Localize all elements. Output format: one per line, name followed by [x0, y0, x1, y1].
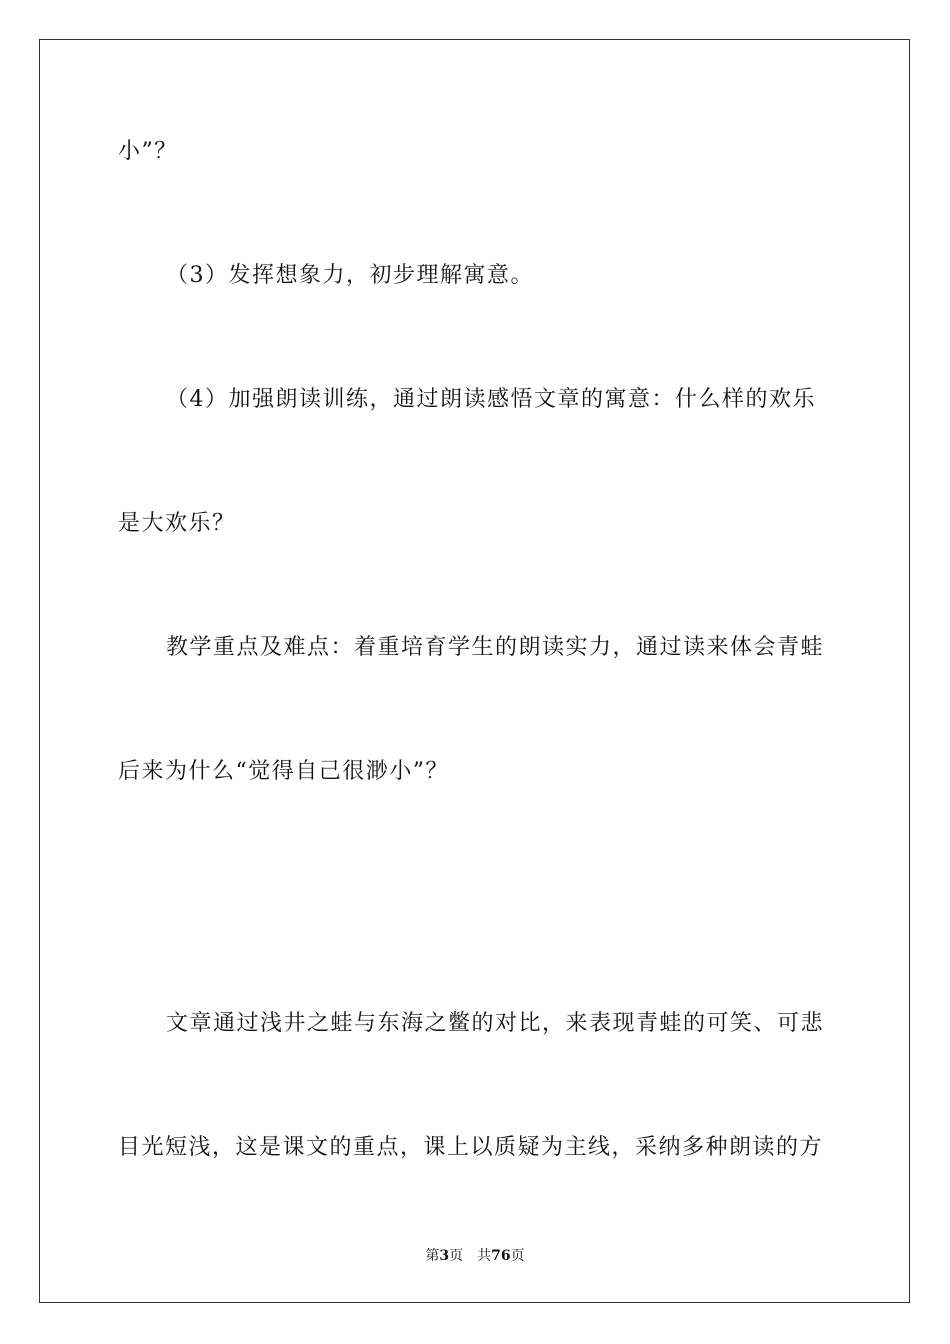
footer-page-number: 3 [439, 1248, 450, 1264]
text-line-4: 是大欢乐？ [118, 511, 236, 536]
text-line-2: （3）发挥想象力，初步理解寓意。 [166, 263, 534, 288]
text-line-6: 后来为什么“觉得自己很渺小”？ [118, 759, 449, 784]
text-line-3: （4）加强朗读训练，通过朗读感悟文章的寓意：什么样的欢乐 [166, 387, 816, 412]
footer-total-pages: 76 [491, 1248, 511, 1264]
footer-total-prefix: 共 [477, 1248, 492, 1264]
text-line-1: 小”？ [118, 139, 178, 164]
text-line-5: 教学重点及难点：着重培育学生的朗读实力，通过读来体会青蛙 [166, 635, 825, 660]
footer-page-prefix: 第 [425, 1248, 440, 1264]
text-line-8: 目光短浅，这是课文的重点，课上以质疑为主线，采纳多种朗读的方 [118, 1135, 824, 1160]
page-footer [0, 1247, 950, 1265]
footer-total-suffix: 页 [510, 1248, 525, 1264]
page-border [39, 39, 910, 1303]
footer-page-suffix: 页 [449, 1248, 464, 1264]
text-line-7: 文章通过浅井之蛙与东海之鳖的对比，来表现青蛙的可笑、可悲 [166, 1011, 825, 1036]
